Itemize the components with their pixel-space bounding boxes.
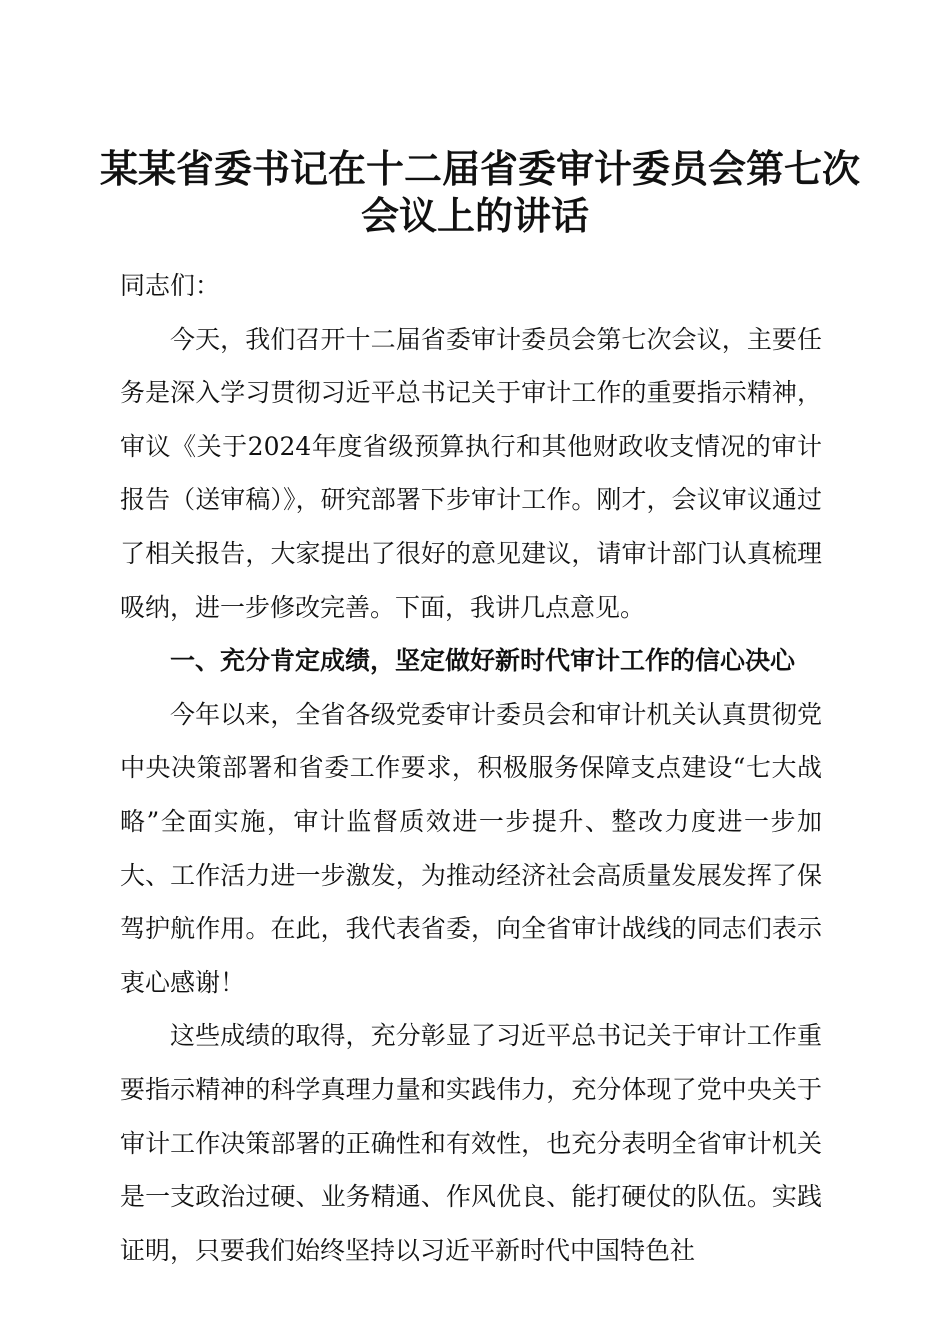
paragraph-significance: 这些成绩的取得，充分彰显了习近平总书记关于审计工作重要指示精神的科学真理力量和实践伟力，充分体现了党中央关于审计工作决策部署的正确性和有效性，也充分表明全省审计机关是一支政治过硬、业务精通、作风优良、能打硬仗的队伍。实践证明，只要我们始终坚持以习近平新时代中国特色社 (120, 1021, 822, 1265)
salutation: 同志们： (120, 271, 221, 300)
paragraph-opening: 今天，我们召开十二届省委审计委员会第七次会议，主要任务是深入学习贯彻习近平总书记关于审计工作的重要指示精神，审议《关于2024年度省级预算执行和其他财政收支情况的审计报告（送审稿）》，研究部署下步审计工作。刚才，会议审议通过了相关报告，大家提出了很好的意见建议，请审计部门认真梳理吸纳，进一步修改完善。下面，我讲几点意见。 (120, 324, 822, 622)
document-title-line-1: 某某省委书记在十二届省委审计委员会第七次 (100, 146, 861, 191)
paragraph-achievements: 今年以来，全省各级党委审计委员会和审计机关认真贯彻党中央决策部署和省委工作要求，积极服务保障支点建设“七大战略”全面实施，审计监督质效进一步提升、整改力度进一步加大、工作活力进一步激发，为推动经济社会高质量发展发挥了保驾护航作用。在此，我代表省委，向全省审计战线的同志们表示衷心感谢！ (120, 699, 822, 997)
document-body (120, 259, 822, 1277)
section-heading-1: 一、充分肯定成绩，坚定做好新时代审计工作的信心决心 (170, 646, 796, 676)
document-title-line-2: 会议上的讲话 (360, 193, 589, 238)
